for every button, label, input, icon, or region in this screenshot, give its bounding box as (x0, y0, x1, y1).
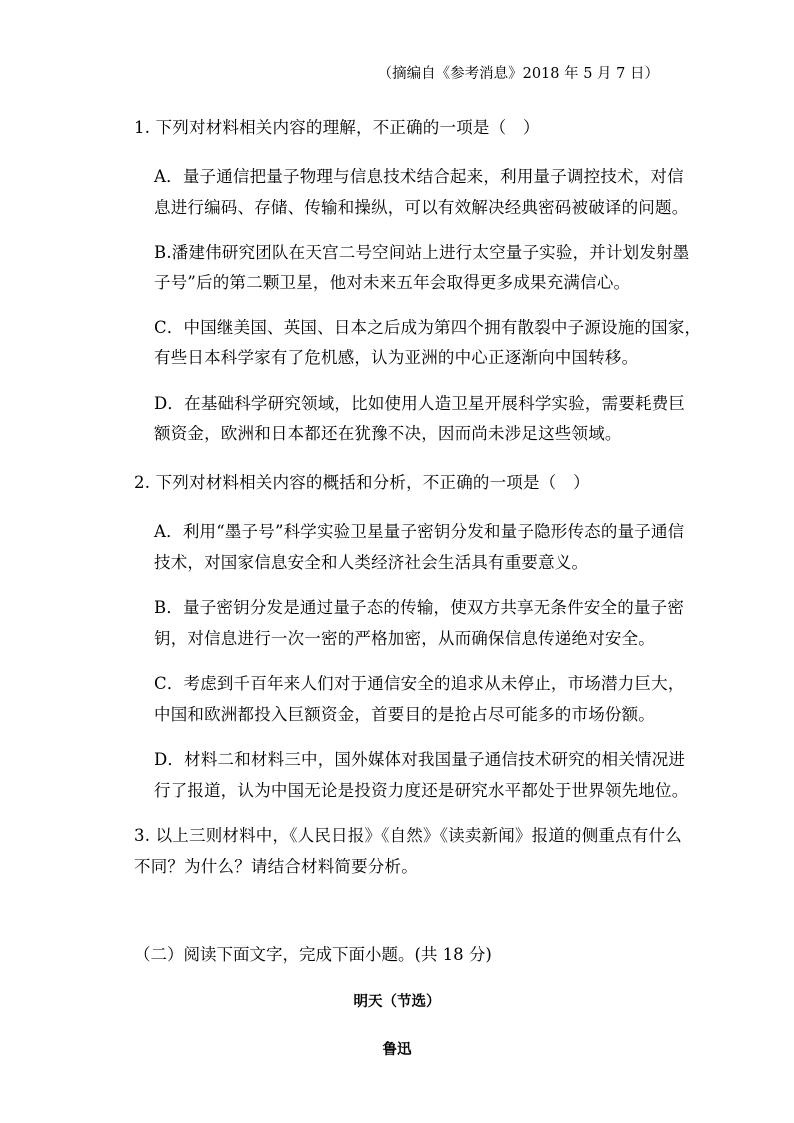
question-1-option-b-line-2: 子号”后的第二颗卫星，他对未来五年会取得更多成果充满信心。 (154, 273, 631, 292)
question-2-option-a-line-2: 技术，对国家信息安全和人类经济社会生活具有重要意义。 (154, 553, 589, 572)
question-2-option-b-line-1: B．量子密钥分发是通过量子态的传输，使双方共享无条件安全的量子密 (154, 598, 685, 617)
source-citation: （摘编自《参考消息》2018 年 5 月 7 日） (377, 66, 659, 82)
essay-author: 鲁迅 (382, 1041, 412, 1058)
question-2-option-a-line-1: A．利用“墨子号”科学实验卫星量子密钥分发和量子隐形传态的量子通信 (154, 522, 685, 541)
section-two-title: （二）阅读下面文字，完成下面小题。(共 18 分) (134, 945, 492, 964)
question-2-stem: 2. 下列对材料相关内容的概括和分析，不正确的一项是（ ） (134, 473, 590, 492)
question-1-option-d-line-1: D．在基础科学研究领域，比如使用人造卫星开展科学实验，需要耗费巨 (154, 394, 686, 413)
question-2-option-b-line-2: 钥，对信息进行一次一密的严格加密，从而确保信息传递绝对安全。 (154, 629, 655, 648)
question-3-line-1: 3. 以上三则材料中，《人民日报》《自然》《读卖新闻》报道的侧重点有什么 (134, 826, 682, 845)
question-2-option-d-line-2: 行了报道，认为中国无论是投资力度还是研究水平都处于世界领先地位。 (154, 781, 689, 800)
question-1-option-c-line-2: 有些日本科学家有了危机感，认为亚洲的中心正逐渐向中国转移。 (154, 348, 639, 367)
question-1-option-b-line-1: B.潘建伟研究团队在天宫二号空间站上进行太空量子实验，并计划发射墨 (154, 243, 690, 262)
question-3-line-2: 不同？为什么？请结合材料简要分析。 (134, 857, 418, 876)
question-1-option-a-line-2: 息进行编码、存储、传输和操纵，可以有效解决经典密码被破译的问题。 (154, 198, 689, 217)
question-2-option-d-line-1: D．材料二和材料三中，国外媒体对我国量子通信技术研究的相关情况进 (154, 750, 686, 769)
question-2-option-c-line-1: C．考虑到千百年来人们对于通信安全的追求从未停止，市场潜力巨大， (154, 674, 685, 693)
question-1-option-d-line-2: 额资金，欧洲和日本都还在犹豫不决，因而尚未涉足这些领域。 (154, 424, 622, 443)
question-1-option-a-line-1: A．量子通信把量子物理与信息技术结合起来，利用量子调控技术，对信 (154, 167, 684, 186)
question-2-option-c-line-2: 中国和欧洲都投入巨额资金，首要目的是抢占尽可能多的市场份额。 (154, 705, 655, 724)
question-1-stem: 1. 下列对材料相关内容的理解，不正确的一项是（ ） (134, 118, 540, 137)
question-1-option-c-line-1: C．中国继美国、英国、日本之后成为第四个拥有散裂中子源设施的国家， (154, 318, 702, 337)
essay-title: 明天（节选） (353, 993, 441, 1010)
